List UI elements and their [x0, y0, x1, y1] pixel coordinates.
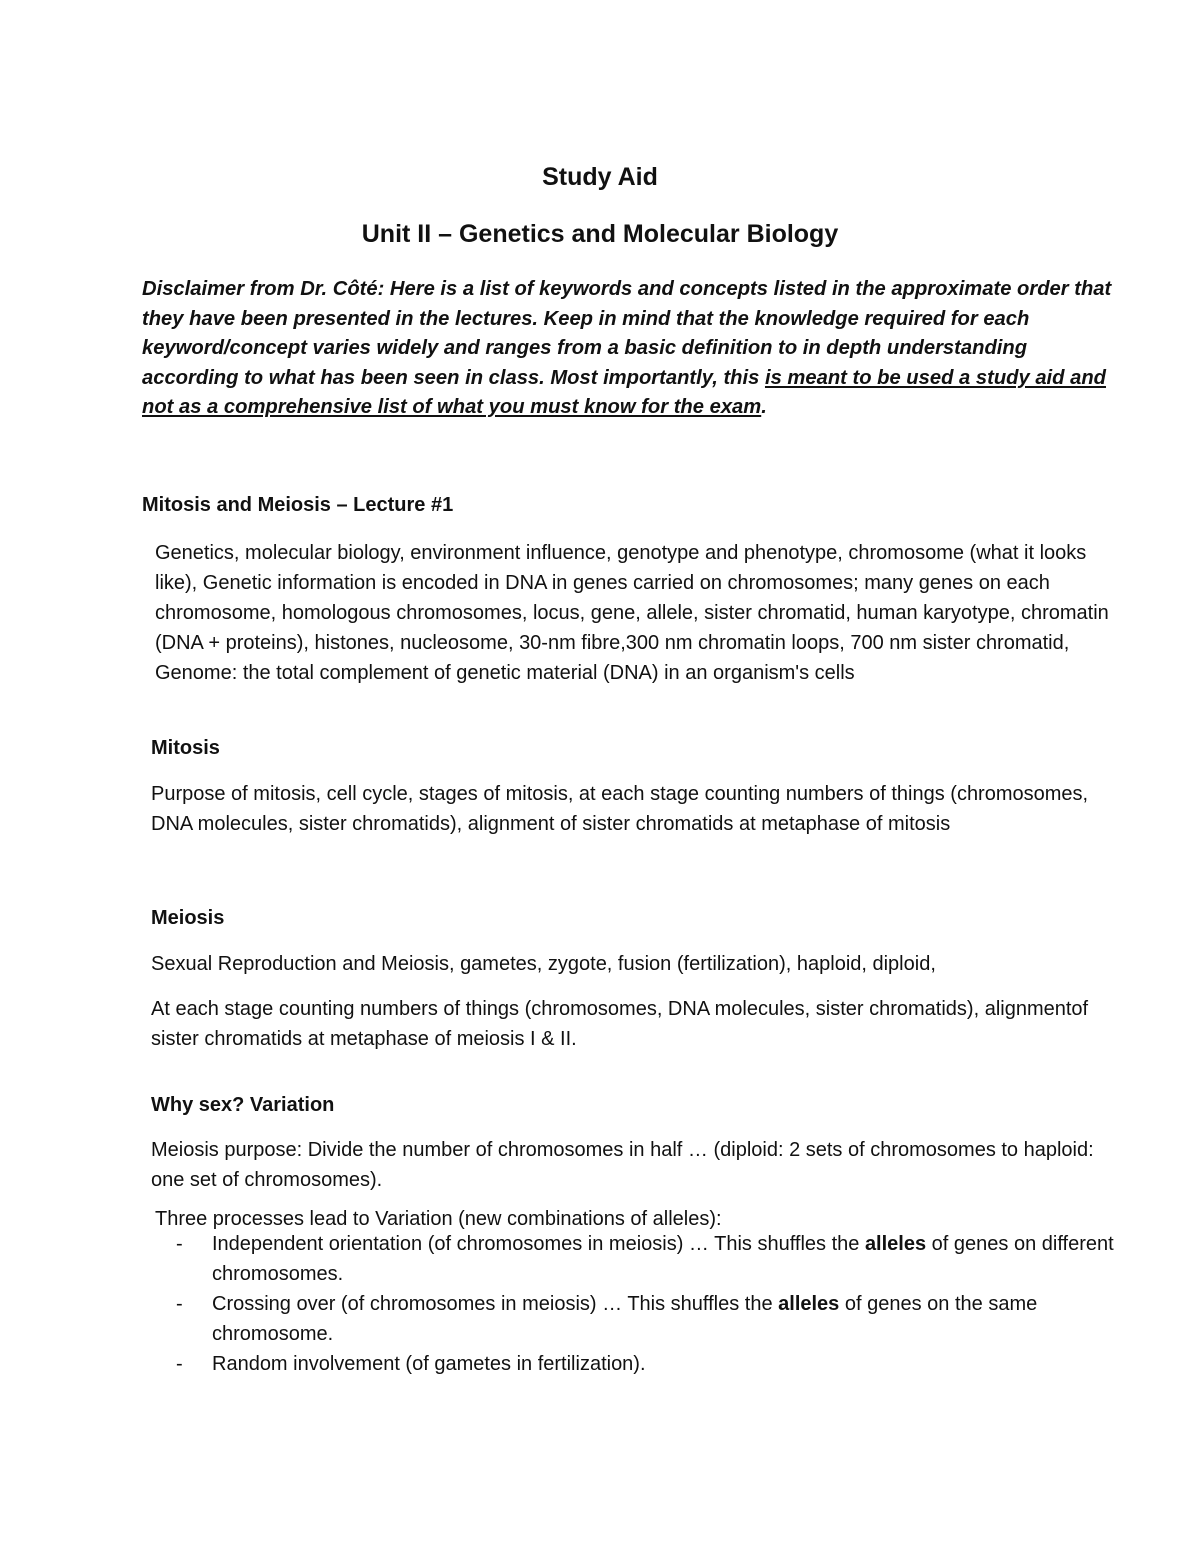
- list-item-bold: alleles: [778, 1293, 840, 1315]
- disclaimer-end: .: [761, 396, 767, 418]
- section-body-why-sex: Meiosis purpose: Divide the number of chromosomes in half … (diploid: 2 sets of chromosomes to haploid: one set of chromosomes).: [151, 1139, 1094, 1191]
- list-item-text-end: of genes on the same chromosome.: [212, 1293, 1038, 1345]
- section-heading-mitosis-meiosis: Mitosis and Meiosis – Lecture #1: [142, 494, 454, 516]
- list-item: [176, 1349, 1116, 1379]
- disclaimer-text: Disclaimer from Dr. Côté: Here is a list of keywords and concepts listed in the approximate order that they have been presented in the lectures. Keep in mind that the knowledge required for each keyword/concept varies widely and ranges from a basic definition to in depth understanding according to what has been seen in class. Most importantly, this: [142, 278, 1112, 389]
- section-body-meiosis-2: At each stage counting numbers of things (chromosomes, DNA molecules, sister chromatids), alignmentof sister chromatids at metaphase of meiosis I & II.: [151, 998, 1089, 1050]
- section-heading-why-sex: Why sex? Variation: [151, 1094, 335, 1116]
- section-body-meiosis-1: Sexual Reproduction and Meiosis, gametes, zygote, fusion (fertilization), haploid, diploid,: [151, 953, 936, 975]
- variation-intro: Three processes lead to Variation (new combinations of alleles):: [155, 1208, 722, 1230]
- list-item-text: Independent orientation (of chromosomes in meiosis) … This shuffles the: [212, 1233, 865, 1255]
- section-body-mitosis-meiosis: Genetics, molecular biology, environment influence, genotype and phenotype, chromosome (what it looks like), Genetic information is encoded in DNA in genes carried on chromosomes; many genes on each chromosome, homologous chromosomes, locus, gene, allele, sister chromatid, human karyotype, chromatin (DNA + proteins), histones, nucleosome, 30-nm fibre,300 nm chromatin loops, 700 nm sister chromatid, Genome: the total complement of genetic material (DNA) in an organism's cells: [155, 542, 1109, 684]
- disclaimer-underlined: is meant to be used a study aid and not as a comprehensive list of what you must know for the exam: [142, 366, 1106, 418]
- list-item-bold: alleles: [864, 1233, 927, 1255]
- list-item-text: Crossing over (of chromosomes in meiosis) … This shuffles the: [212, 1293, 779, 1315]
- list-item-text: Random involvement (of gametes in fertilization).: [212, 1353, 646, 1375]
- disclaimer: [142, 275, 1122, 423]
- list-item: [176, 1289, 1116, 1349]
- list-item: [176, 1229, 1116, 1289]
- section-heading-meiosis: Meiosis: [151, 907, 225, 929]
- bullet-dash: -: [176, 1293, 183, 1315]
- section-body-mitosis: Purpose of mitosis, cell cycle, stages of mitosis, at each stage counting numbers of things (chromosomes, DNA molecules, sister chromatids), alignment of sister chromatids at metaphase of mitosis: [151, 783, 1089, 835]
- list-item-text-end: of genes on different chromosomes.: [212, 1233, 1114, 1285]
- bullet-dash: -: [176, 1353, 183, 1375]
- document-subtitle: Unit II – Genetics and Molecular Biology: [361, 220, 839, 248]
- document-title: Study Aid: [542, 163, 658, 191]
- variation-list: [176, 1229, 1116, 1379]
- bullet-dash: -: [176, 1233, 183, 1255]
- section-heading-mitosis: Mitosis: [151, 737, 220, 759]
